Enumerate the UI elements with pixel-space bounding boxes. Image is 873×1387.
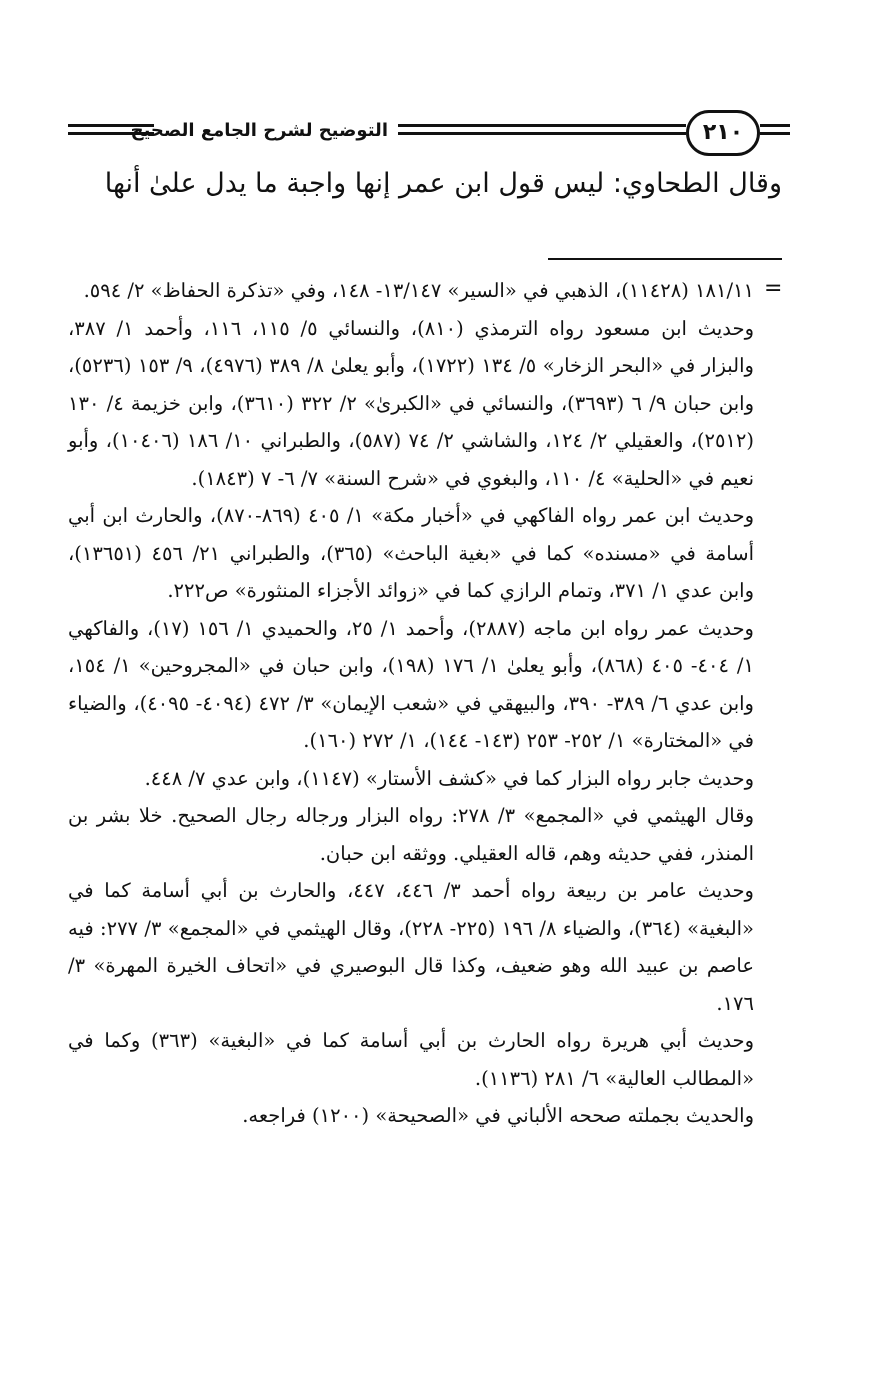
header-rule-right-bottom [398,132,686,135]
main-text-line: وقال الطحاوي: ليس قول ابن عمر إنها واجبة ما يدل علىٰ أنها [104,168,782,199]
footnote-paragraph: وحديث ابن عمر رواه الفاكهي في «أخبار مكة» ١/ ٤٠٥ (٨٦٩-٨٧٠)، والحارث ابن أبي أسامة في «مسنده» كما في «بغية الباحث» (٣٦٥)، والطبراني ٢١/ ٤٥٦ (١٣٦٥١)، وابن عدي ١/ ٣٧١، وتمام الرازي كما في «زوائد الأجزاء المنثورة» ص٢٢٢. [68,504,754,602]
header-rule-edge-top [760,124,790,127]
footnote-separator [548,258,782,260]
footnote-paragraph: وحديث عامر بن ربيعة رواه أحمد ٣/ ٤٤٦، ٤٤٧، والحارث بن أبي أسامة كما في «البغية» (٣٦٤)، والضياء ٨/ ١٩٦ (٢٢٥- ٢٢٨)، وقال الهيثمي في «المجمع» ٣/ ٢٧٧: فيه عاصم بن عبيد الله وهو ضعيف، وكذا قال البوصيري في «اتحاف الخيرة المهرة» ٣/ ١٧٦. [68,879,754,1015]
footnote-paragraph: وحديث عمر رواه ابن ماجه (٢٨٨٧)، وأحمد ١/ ٢٥، والحميدي ١/ ١٥٦ (١٧)، والفاكهي ١/ ٤٠٤- ٤٠٥ (٨٦٨)، وأبو يعلىٰ ١/ ١٧٦ (١٩٨)، وابن حبان في «المجروحين» ١/ ١٥٤، وابن عدي ٦/ ٣٨٩- ٣٩٠، والبيهقي في «شعب الإيمان» ٣/ ٤٧٢ (٤٠٩٤- ٤٠٩٥)، والضياء في «المختارة» ١/ ٢٥٢- ٢٥٣ (١٤٣- ١٤٤)، ١/ ٢٧٢ (١٦٠). [68,616,754,752]
page-header [0,100,873,170]
footnote-paragraph: وقال الهيثمي في «المجمع» ٣/ ٢٧٨: رواه البزار ورجاله رجال الصحيح. خلا بشر بن المنذر، ففي حديثه وهم، قاله العقيلي. ووثقه ابن حبان. [68,804,754,865]
footnote-paragraph: وحديث ابن مسعود رواه الترمذي (٨١٠)، والنسائي ٥/ ١١٥، ١١٦، وأحمد ١/ ٣٨٧، والبزار في «البحر الزخار» ٥/ ١٣٤ (١٧٢٢)، وأبو يعلىٰ ٨/ ٣٨٩ (٤٩٧٦)، ٩/ ١٥٣ (٥٢٣٦)، وابن حبان ٩/ ٦ (٣٦٩٣)، والنسائي في «الكبرىٰ» ٢/ ٣٢٢ (٣٦١٠)، وابن خزيمة ٤/ ١٣٠ (٢٥١٢)، والعقيلي ٢/ ١٢٤، والشاشي ٢/ ٧٤ (٥٨٧)، والطبراني ١٠/ ١٨٦ (١٠٤٠٦)، وأبو نعيم في «الحلية» ٤/ ١١٠، والبغوي في «شرح السنة» ٧/ ٦- ٧ (١٨٤٣). [68,316,755,490]
footnote-paragraph: والحديث بجملته صححه الألباني في «الصحيحة» (١٢٠٠) فراجعه. [242,1104,754,1127]
footnote-continuation-mark: = [764,276,783,301]
footnote-paragraph: وحديث جابر رواه البزار كما في «كشف الأستار» (١١٤٧)، وابن عدي ٧/ ٤٤٨. [144,766,754,790]
footnote-paragraph: ١٨١/١١ (١١٤٢٨)، الذهبي في «السير» ١٣/١٤٧- ١٤٨، وفي «تذكرة الحفاظ» ٢/ ٥٩٤. [83,279,754,302]
running-title: التوضيح لشرح الجامع الصحيح [130,120,388,141]
footnotes [68,272,754,1135]
header-rule-right-top [398,124,686,127]
header-rule-edge-bottom [760,132,790,135]
footnote-paragraph: وحديث أبي هريرة رواه الحارث بن أبي أسامة كما في «البغية» (٣٦٣) وكما في «المطالب العالية» ٦/ ٢٨١ (١١٣٦). [68,1029,754,1090]
page-number: ٢١٠ [686,110,760,156]
